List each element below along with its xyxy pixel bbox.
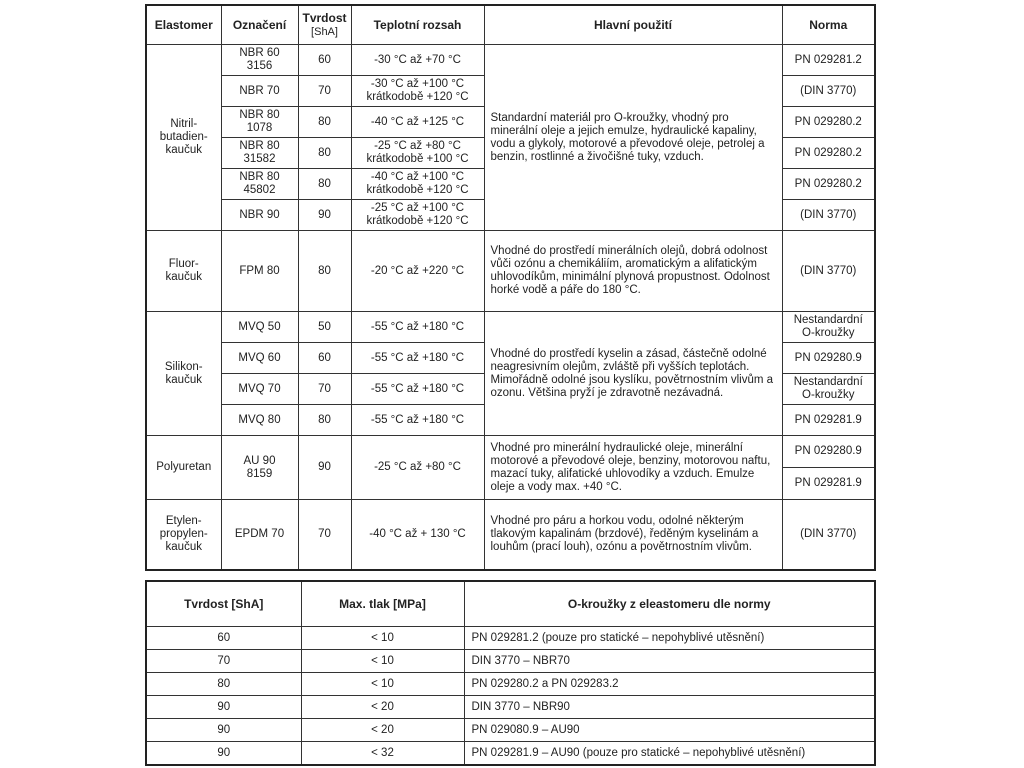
elastomer-cell: Silikon- kaučuk xyxy=(146,312,221,436)
oznaceni-cell: MVQ 50 xyxy=(221,312,298,343)
tvrdost-cell: 70 xyxy=(298,76,351,107)
norma-cell: PN 029080.9 – AU90 xyxy=(464,719,875,742)
oznaceni-cell: AU 90 8159 xyxy=(221,436,298,500)
teplota-cell: -40 °C až +100 °C krátkodobě +120 °C xyxy=(351,169,484,200)
tvrdost-cell: 80 xyxy=(298,138,351,169)
norma-cell: PN 029281.9 xyxy=(782,405,875,436)
elastomer-cell: Polyuretan xyxy=(146,436,221,500)
norma-cell: Nestandardní O-kroužky xyxy=(782,312,875,343)
oznaceni-cell: NBR 70 xyxy=(221,76,298,107)
teplota-cell: -55 °C až +180 °C xyxy=(351,312,484,343)
max-tlak-cell: < 20 xyxy=(301,696,464,719)
table-header-row xyxy=(146,5,875,45)
oznaceni-cell: NBR 80 31582 xyxy=(221,138,298,169)
pouziti-cell: Vhodné do prostředí minerálních olejů, dobrá odolnost vůči ozónu a chemikáliím, aromatickým a alifatickým uhlovodíkům, minimální plynová propustnost. Odolnost horké vodě a páře do 180 °C. xyxy=(484,231,782,312)
pouziti-cell: Standardní materiál pro O-kroužky, vhodný pro minerální oleje a jejich emulze, hydraulické kapaliny, vodu a glykoly, motorové a převodové oleje, petrolej a benzin, rostlinné a živočišné tuky, vzduch. xyxy=(484,45,782,231)
table-row xyxy=(146,500,875,571)
table-row xyxy=(146,231,875,312)
max-tlak-cell: < 10 xyxy=(301,650,464,673)
teplota-cell: -25 °C až +80 °C krátkodobě +100 °C xyxy=(351,138,484,169)
oznaceni-cell: NBR 60 3156 xyxy=(221,45,298,76)
elastomer-cell: Fluor- kaučuk xyxy=(146,231,221,312)
pressure-table xyxy=(145,580,876,766)
norma-cell: PN 029280.2 xyxy=(782,107,875,138)
norma-cell: PN 029280.2 xyxy=(782,169,875,200)
oznaceni-cell: EPDM 70 xyxy=(221,500,298,571)
norma-cell: PN 029281.2 xyxy=(782,45,875,76)
header-tvrdost xyxy=(298,5,351,45)
header-max-tlak: Max. tlak [MPa] xyxy=(301,581,464,627)
tvrdost-cell: 50 xyxy=(298,312,351,343)
table-row xyxy=(146,650,875,673)
header-pouziti: Hlavní použití xyxy=(484,5,782,45)
table-row xyxy=(146,627,875,650)
elastomer-table xyxy=(145,4,876,571)
tvrdost-cell: 80 xyxy=(298,231,351,312)
norma-cell: (DIN 3770) xyxy=(782,231,875,312)
table-header-row xyxy=(146,581,875,627)
tvrdost-cell: 90 xyxy=(146,696,301,719)
teplota-cell: -20 °C až +220 °C xyxy=(351,231,484,312)
tvrdost-cell: 70 xyxy=(146,650,301,673)
pouziti-cell: Vhodné pro minerální hydraulické oleje, minerální motorové a převodové oleje, benziny, motorovou naftu, mazací tuky, alifatické uhlovodíky a vzduch. Emulze oleje a vody max. +40 °C. xyxy=(484,436,782,500)
max-tlak-cell: < 10 xyxy=(301,627,464,650)
table-row xyxy=(146,312,875,343)
oznaceni-cell: MVQ 70 xyxy=(221,374,298,405)
oznaceni-cell: MVQ 60 xyxy=(221,343,298,374)
pouziti-cell: Vhodné pro páru a horkou vodu, odolné některým tlakovým kapalinám (brzdové), ředěným kyselinám a louhům (prací louh), ozónu a povětrnostním vlivům. xyxy=(484,500,782,571)
norma-cell: PN 029280.9 xyxy=(782,343,875,374)
tvrdost-cell: 90 xyxy=(146,719,301,742)
teplota-cell: -55 °C až +180 °C xyxy=(351,374,484,405)
tvrdost-cell: 70 xyxy=(298,500,351,571)
tvrdost-cell: 60 xyxy=(298,45,351,76)
header-oznaceni: Označení xyxy=(221,5,298,45)
table-row xyxy=(146,673,875,696)
teplota-cell: -25 °C až +80 °C xyxy=(351,436,484,500)
teplota-cell: -30 °C až +100 °C krátkodobě +120 °C xyxy=(351,76,484,107)
norma-cell: DIN 3770 – NBR90 xyxy=(464,696,875,719)
tvrdost-cell: 90 xyxy=(298,200,351,231)
norma-cell: DIN 3770 – NBR70 xyxy=(464,650,875,673)
norma-cell: PN 029281.9 xyxy=(782,468,875,500)
norma-cell: (DIN 3770) xyxy=(782,500,875,571)
teplota-cell: -25 °C až +100 °C krátkodobě +120 °C xyxy=(351,200,484,231)
header-normy: O-kroužky z eleastomeru dle normy xyxy=(464,581,875,627)
header-teplota: Teplotní rozsah xyxy=(351,5,484,45)
norma-cell: PN 029280.2 a PN 029283.2 xyxy=(464,673,875,696)
norma-cell: (DIN 3770) xyxy=(782,76,875,107)
header-norma: Norma xyxy=(782,5,875,45)
norma-cell: PN 029281.2 (pouze pro statické – nepohyblivé utěsnění) xyxy=(464,627,875,650)
tvrdost-cell: 70 xyxy=(298,374,351,405)
header-elastomer: Elastomer xyxy=(146,5,221,45)
teplota-cell: -55 °C až +180 °C xyxy=(351,343,484,374)
table-row xyxy=(146,719,875,742)
tvrdost-cell: 80 xyxy=(298,107,351,138)
tvrdost-cell: 60 xyxy=(146,627,301,650)
table-row xyxy=(146,45,875,76)
teplota-cell: -40 °C až + 130 °C xyxy=(351,500,484,571)
tvrdost-cell: 90 xyxy=(146,742,301,766)
teplota-cell: -40 °C až +125 °C xyxy=(351,107,484,138)
elastomer-cell: Nitril- butadien- kaučuk xyxy=(146,45,221,231)
header-tvrdost-unit: [ShA] xyxy=(311,25,338,38)
norma-cell: PN 029281.9 – AU90 (pouze pro statické – nepohyblivé utěsnění) xyxy=(464,742,875,766)
teplota-cell: -30 °C až +70 °C xyxy=(351,45,484,76)
oznaceni-cell: FPM 80 xyxy=(221,231,298,312)
oznaceni-cell: NBR 80 45802 xyxy=(221,169,298,200)
oznaceni-cell: MVQ 80 xyxy=(221,405,298,436)
norma-cell: (DIN 3770) xyxy=(782,200,875,231)
norma-cell: PN 029280.9 xyxy=(782,436,875,468)
oznaceni-cell: NBR 90 xyxy=(221,200,298,231)
norma-cell: Nestandardní O-kroužky xyxy=(782,374,875,405)
header-tvrdost: Tvrdost [ShA] xyxy=(146,581,301,627)
table-row xyxy=(146,436,875,468)
tvrdost-cell: 60 xyxy=(298,343,351,374)
max-tlak-cell: < 10 xyxy=(301,673,464,696)
teplota-cell: -55 °C až +180 °C xyxy=(351,405,484,436)
pouziti-cell: Vhodné do prostředí kyselin a zásad, částečně odolné neagresivním olejům, zvláště při vyšších teplotách. Mimořádně odolné jsou kyslíku, povětrnostním vlivům a ozonu. Většina pryží je zdravotně nezávadná. xyxy=(484,312,782,436)
norma-cell: PN 029280.2 xyxy=(782,138,875,169)
table-row xyxy=(146,742,875,766)
tvrdost-cell: 80 xyxy=(146,673,301,696)
tvrdost-cell: 90 xyxy=(298,436,351,500)
oznaceni-cell: NBR 80 1078 xyxy=(221,107,298,138)
max-tlak-cell: < 20 xyxy=(301,719,464,742)
tvrdost-cell: 80 xyxy=(298,405,351,436)
max-tlak-cell: < 32 xyxy=(301,742,464,766)
elastomer-cell: Etylen- propylen- kaučuk xyxy=(146,500,221,571)
header-tvrdost-label: Tvrdost xyxy=(302,10,347,25)
table-row xyxy=(146,696,875,719)
tvrdost-cell: 80 xyxy=(298,169,351,200)
